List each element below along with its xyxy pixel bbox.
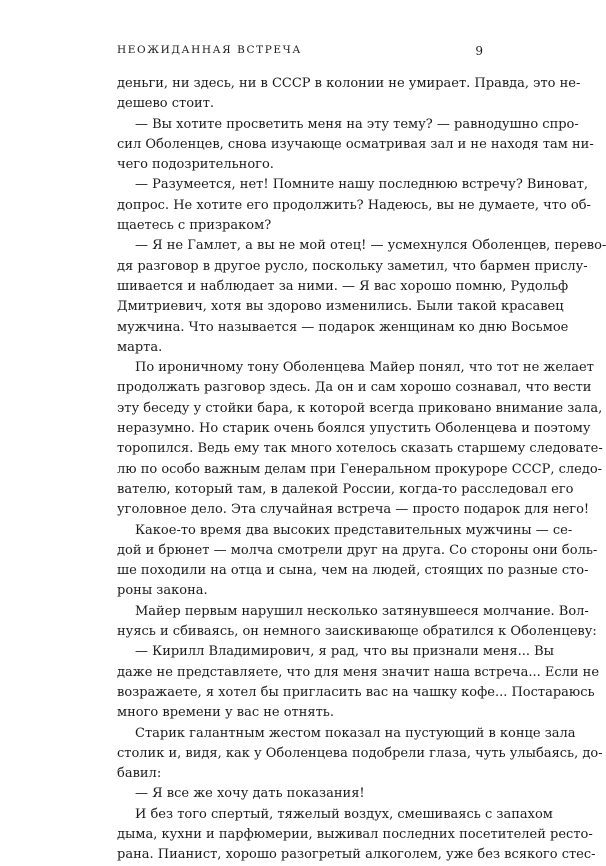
text-line: шивается и наблюдает за ними. — Я вас хорошо помню, Рудольф (117, 278, 569, 294)
text-line: допрос. Не хотите его продолжить? Надеюсь, вы не думаете, что об- (117, 197, 591, 213)
text-line: Старик галантным жестом показал на пустующий в конце зала (135, 725, 576, 741)
text-line: лю по особо важным делам при Генеральном прокуроре СССР, следо- (117, 461, 603, 477)
page-number: 9 (475, 44, 483, 58)
text-line: мужчина. Что называется — подарок женщинам ко дню Восьмое (117, 319, 569, 335)
text-line: марта. (117, 339, 163, 355)
text-line: — Кирилл Владимирович, я рад, что вы признали меня... Вы (135, 644, 555, 660)
text-line: столик и, видя, как у Оболенцева подобрели глаза, чуть улыбаясь, до- (117, 745, 603, 761)
text-line: роны закона. (117, 583, 208, 599)
text-line: сил Оболенцев, снова изучающе осматривая зал и не находя там ни- (117, 136, 594, 152)
text-line: чего подозрительного. (117, 157, 274, 173)
page-header (117, 44, 483, 60)
running-title: НЕОЖИДАННАЯ ВСТРЕЧА (117, 44, 302, 56)
text-line: — Я не Гамлет, а вы не мой отец! — усмехнулся Оболенцев, перево- (135, 238, 606, 254)
text-line: продолжать разговор здесь. Да он и сам хорошо сознавал, что вести (117, 380, 592, 396)
text-line: бавил: (117, 766, 162, 782)
body-text (117, 74, 606, 866)
text-line: По ироничному тону Оболенцева Майер понял, что тот не желает (135, 360, 594, 376)
text-line: Майер первым нарушил несколько затянувшееся молчание. Вол- (135, 603, 589, 619)
text-line: даже не представляете, что для меня значит наша встреча... Если не (117, 664, 600, 680)
text-line: — Я все же хочу дать показания! (135, 786, 365, 802)
text-line: щаетесь с призраком? (117, 218, 272, 234)
text-line: Дмитриевич, хотя вы здорово изменились. Были такой красавец (117, 299, 564, 315)
text-line: возражаете, я хотел бы пригласить вас на чашку кофе... Постараюсь (117, 684, 595, 700)
text-line: торопился. Ведь ему так много хотелось сказать старшему следовате- (117, 441, 603, 457)
text-line: И без того спертый, тяжелый воздух, смешиваясь с запахом (135, 806, 553, 822)
text-line: деньги, ни здесь, ни в СССР в колонии не умирает. Правда, это не- (117, 76, 581, 91)
text-line: дыма, кухни и парфюмерии, выживал последних посетителей ресто- (117, 826, 593, 842)
text-line: дешево стоит. (117, 96, 215, 112)
text-line: дой и брюнет — молча смотрели друг на друга. Со стороны они боль- (117, 542, 598, 558)
text-line: ше походили на отца и сына, чем на людей, стоящих по разные сто- (117, 563, 589, 579)
text-line: эту беседу у стойки бара, к которой всегда приковано внимание зала, (117, 400, 603, 416)
text-line: неразумно. Но старик очень боялся упустить Оболенцева и поэтому (117, 421, 591, 437)
text-line: — Вы хотите просветить меня на эту тему? — равнодушно спро- (135, 116, 579, 132)
text-line: много времени у вас не отнять. (117, 705, 335, 721)
text-line: — Разумеется, нет! Помните нашу последнюю встречу? Виноват, (135, 177, 589, 193)
text-line: вателю, который там, в далекой России, когда-то расследовал его (117, 481, 574, 497)
text-line: Какое-то время два высоких представительных мужчины — се- (135, 522, 573, 538)
text-line: уголовное дело. Эта случайная встреча — просто подарок для него! (117, 502, 590, 518)
text-line: рана. Пианист, хорошо разогретый алкоголем, уже без всякого стес- (117, 847, 596, 863)
text-line: нуясь и сбиваясь, он немного заискивающе обратился к Оболенцеву: (117, 624, 597, 640)
text-line: дя разговор в другое русло, поскольку заметил, что бармен прислу- (117, 258, 588, 274)
